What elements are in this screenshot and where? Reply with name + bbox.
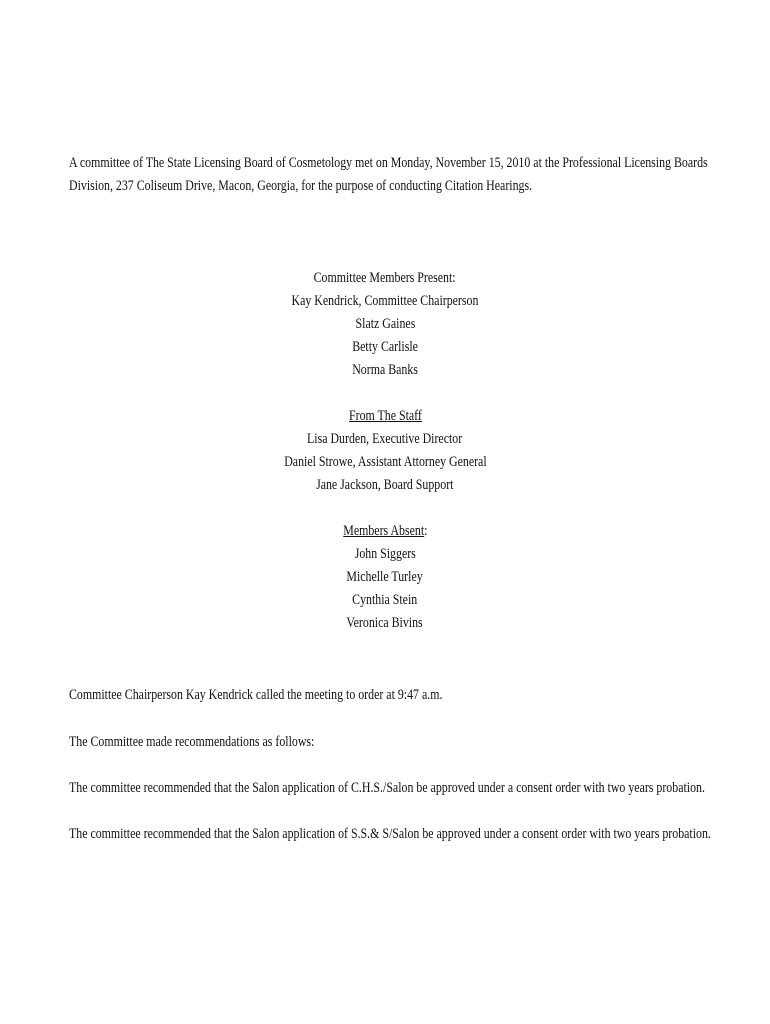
member-present-item: Norma Banks (352, 362, 418, 378)
intro-line-2: Division, 237 Coliseum Drive, Macon, Georgia, for the purpose of conducting Citation Hearings. (69, 178, 533, 194)
members-absent-heading-colon: : (423, 523, 428, 539)
member-present-item: Slatz Gaines (355, 316, 415, 332)
staff-item: Daniel Strowe, Assistant Attorney General (283, 454, 487, 470)
staff-item: Lisa Durden, Executive Director (307, 431, 463, 447)
member-present-item: Betty Carlisle (352, 339, 418, 355)
members-present-section (0, 267, 770, 382)
recommendation-paragraph-1: The committee recommended that the Salon application of C.H.S./Salon be approved under a consent order with two years probation. (69, 780, 705, 796)
call-to-order-paragraph: Committee Chairperson Kay Kendrick called the meeting to order at 9:47 a.m. (69, 687, 443, 703)
recommendations-intro-paragraph: The Committee made recommendations as follows: (69, 734, 315, 750)
staff-heading: From The Staff (348, 408, 422, 424)
members-absent-section (0, 520, 770, 635)
intro-paragraph (69, 152, 709, 198)
member-present-item: Kay Kendrick, Committee Chairperson (291, 293, 479, 309)
members-present-heading: Committee Members Present: (313, 270, 456, 286)
staff-section (0, 405, 770, 497)
member-absent-item: John Siggers (354, 546, 416, 562)
intro-line-1: A committee of The State Licensing Board of Cosmetology met on Monday, November 15, 2010 at the Professional Licensing Boards (69, 155, 708, 171)
member-absent-item: Michelle Turley (346, 569, 424, 585)
member-absent-item: Cynthia Stein (352, 592, 418, 608)
members-absent-heading: Members Absent (342, 523, 424, 539)
staff-item: Jane Jackson, Board Support (316, 477, 454, 493)
member-absent-item: Veronica Bivins (346, 615, 424, 631)
recommendation-paragraph-2: The committee recommended that the Salon application of S.S.& S/Salon be approved under a consent order with two years probation. (69, 826, 711, 842)
